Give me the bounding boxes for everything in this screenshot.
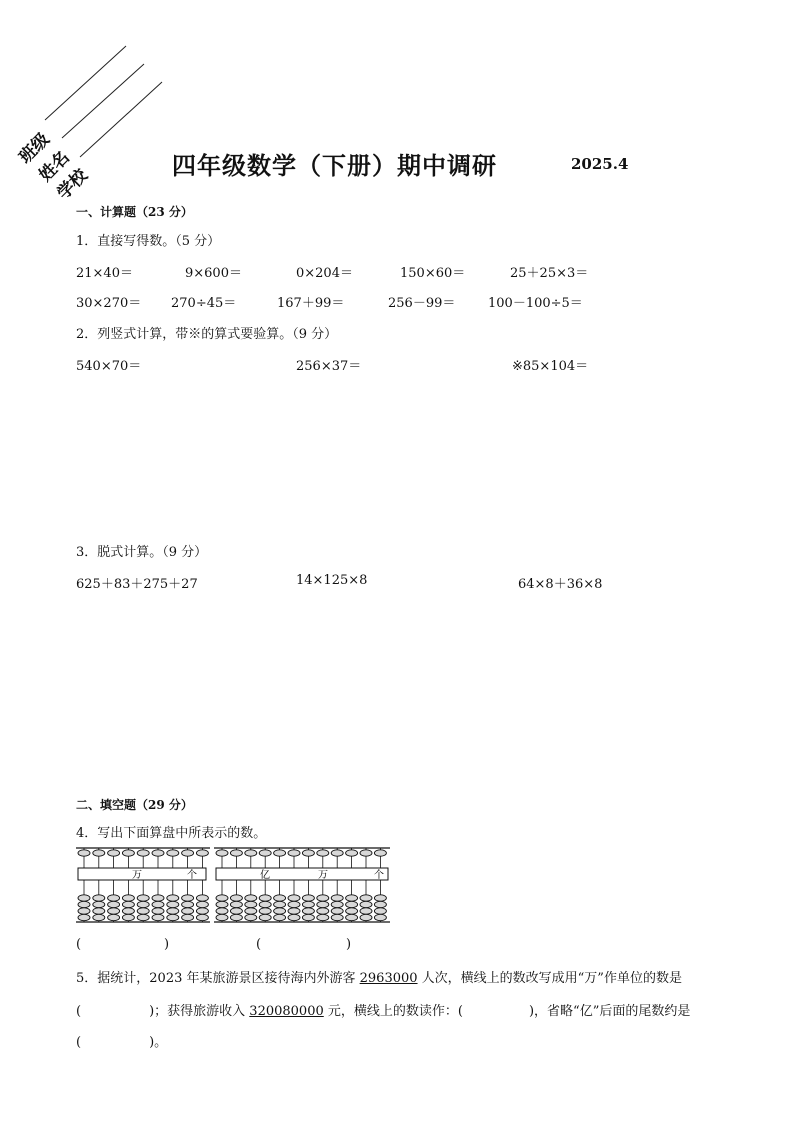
side-label-name: 姓名: [35, 147, 74, 186]
abacus-bead: [108, 901, 120, 907]
abacus-bead: [108, 914, 120, 920]
abacus-bead: [259, 914, 271, 920]
abacus-bead: [317, 895, 329, 901]
abacus-bead: [182, 901, 194, 907]
abacus-bead: [78, 895, 90, 901]
abacus-bead: [152, 908, 164, 914]
abacus-bead: [288, 908, 300, 914]
abacus-bead: [182, 908, 194, 914]
q5-text-a: 5．据统计，2023 年某旅游景区接待海内外游客: [76, 971, 360, 986]
q5-blank1-open: (: [76, 1004, 82, 1019]
q1-r1-item3: 0×204＝: [296, 266, 353, 281]
abacus-1: [76, 846, 210, 926]
abacus-bead: [167, 901, 179, 907]
q5-text-f: 。: [154, 1035, 168, 1050]
q1-r1-item5: 25＋25×3＝: [510, 266, 589, 281]
abacus1-label-ge: 个: [187, 870, 197, 881]
abacus-bead: [288, 850, 300, 856]
abacus-bead: [167, 908, 179, 914]
abacus-bead: [196, 850, 208, 856]
abacus-bead: [93, 850, 105, 856]
abacus-bead: [152, 895, 164, 901]
abacus-bead: [122, 901, 134, 907]
q5-text-d: 元，横线上的数读作：: [323, 1004, 458, 1019]
abacus-bead: [122, 850, 134, 856]
abacus2-label-ge: 个: [374, 870, 384, 881]
q4-answer1-open: (: [76, 937, 82, 952]
q3-item2: 14×125×8: [296, 573, 368, 588]
abacus-bead: [230, 901, 242, 907]
abacus-bead: [346, 908, 358, 914]
q1-r1-item2: 9×600＝: [185, 266, 242, 281]
abacus-bead: [259, 908, 271, 914]
abacus-bead: [245, 901, 257, 907]
q1-r2-item5: 100－100÷5＝: [488, 296, 583, 311]
q5-line2: [76, 1000, 690, 1019]
abacus-bead: [167, 850, 179, 856]
abacus-bead: [346, 901, 358, 907]
abacus-bead: [331, 895, 343, 901]
abacus-bead: [196, 895, 208, 901]
binding-line-class: [45, 46, 126, 120]
abacus-bead: [317, 901, 329, 907]
abacus-bead: [122, 895, 134, 901]
q5-blank3-close: ): [149, 1035, 155, 1050]
q1-r2-item2: 270÷45＝: [171, 296, 237, 311]
abacus-bead: [216, 908, 228, 914]
abacus-bead: [78, 914, 90, 920]
abacus-bead: [302, 908, 314, 914]
abacus-bead: [245, 895, 257, 901]
abacus-bead: [360, 895, 372, 901]
abacus-bead: [274, 895, 286, 901]
abacus-bead: [196, 901, 208, 907]
abacus2-label-wan: 万: [318, 870, 328, 881]
q4-answer1-blank[interactable]: [84, 936, 162, 954]
abacus-bead: [245, 914, 257, 920]
abacus-bead: [360, 908, 372, 914]
q5-visitors-number: 2963000: [359, 971, 418, 986]
abacus-bead: [346, 914, 358, 920]
abacus-bead: [331, 850, 343, 856]
abacus-bead: [167, 914, 179, 920]
abacus-bead: [259, 850, 271, 856]
side-label-school: 学校: [53, 165, 92, 204]
q4-prompt: 4．写出下面算盘中所表示的数。: [76, 826, 267, 841]
abacus-bead: [302, 901, 314, 907]
abacus-bead: [274, 914, 286, 920]
section2-heading: 二、填空题（29 分）: [76, 798, 193, 812]
abacus-bead: [259, 895, 271, 901]
q3-prompt: 3．脱式计算。（9 分）: [76, 545, 208, 560]
abacus-bead: [274, 908, 286, 914]
abacus-bead: [93, 914, 105, 920]
abacus-bead: [78, 901, 90, 907]
q4-answer2-close: ): [346, 937, 352, 952]
abacus-bead: [288, 914, 300, 920]
abacus-bead: [137, 850, 149, 856]
q5-text-e: ，省略“亿”后面的尾数约是: [534, 1004, 691, 1019]
abacus-bead: [216, 914, 228, 920]
q5-blank2-close: ): [528, 1004, 535, 1019]
abacus-bead: [78, 850, 90, 856]
q1-r2-item4: 256－99＝: [388, 296, 456, 311]
abacus-bead: [302, 850, 314, 856]
abacus-bead: [317, 908, 329, 914]
abacus-bead: [374, 895, 386, 901]
abacus-bead: [274, 901, 286, 907]
q2-prompt: 2．列竖式计算，带※的算式要验算。（9 分）: [76, 327, 338, 342]
abacus-bead: [346, 850, 358, 856]
abacus-bead: [137, 895, 149, 901]
page-title: 四年级数学（下册）期中调研: [172, 151, 497, 180]
abacus-bead: [216, 850, 228, 856]
abacus-bead: [331, 914, 343, 920]
abacus-bead: [152, 901, 164, 907]
q5-text-b: 人次，横线上的数改写成用“万”作单位的数是: [417, 971, 682, 986]
abacus-bead: [182, 895, 194, 901]
binding-line-school: [80, 82, 162, 157]
abacus-bead: [245, 908, 257, 914]
abacus1-label-wan: 万: [132, 870, 142, 881]
abacus-bead: [93, 901, 105, 907]
abacus-bead: [346, 895, 358, 901]
abacus-bead: [182, 914, 194, 920]
abacus-bead: [230, 895, 242, 901]
side-label-class: 班级: [15, 129, 54, 168]
abacus-2: [214, 846, 390, 926]
abacus-bead: [230, 850, 242, 856]
abacus-bead: [78, 908, 90, 914]
abacus-bead: [288, 901, 300, 907]
q5-line1: [76, 967, 682, 986]
abacus-bead: [152, 914, 164, 920]
section1-heading: 一、计算题（23 分）: [76, 205, 193, 219]
q1-r1-item1: 21×40＝: [76, 266, 133, 281]
abacus-bead: [122, 908, 134, 914]
abacus-bead: [137, 908, 149, 914]
abacus-bead: [274, 850, 286, 856]
abacus-bead: [122, 914, 134, 920]
abacus-bead: [374, 901, 386, 907]
q2-item3: ※85×104＝: [512, 359, 589, 374]
abacus-bead: [360, 850, 372, 856]
q1-r1-item4: 150×60＝: [400, 266, 466, 281]
abacus-bead: [230, 908, 242, 914]
q3-item3: 64×8＋36×8: [518, 577, 603, 592]
abacus2-label-yi: 亿: [260, 870, 270, 881]
abacus-bead: [152, 850, 164, 856]
abacus-bead: [108, 850, 120, 856]
abacus-bead: [93, 895, 105, 901]
abacus-bead: [216, 895, 228, 901]
abacus-bead: [374, 850, 386, 856]
q2-item2: 256×37＝: [296, 359, 362, 374]
q4-answer2-blank[interactable]: [264, 936, 344, 954]
abacus-bead: [230, 914, 242, 920]
q5-blank2-open: (: [457, 1004, 463, 1019]
q5-line3: [76, 1031, 167, 1050]
abacus-bead: [331, 908, 343, 914]
abacus-bead: [182, 850, 194, 856]
exam-date: 2025.4: [571, 155, 629, 173]
q1-r2-item1: 30×270＝: [76, 296, 142, 311]
abacus-bead: [331, 901, 343, 907]
abacus-bead: [137, 901, 149, 907]
abacus-bead: [288, 895, 300, 901]
q1-prompt: 1．直接写得数。（5 分）: [76, 234, 221, 249]
abacus-bead: [216, 901, 228, 907]
abacus-bead: [108, 895, 120, 901]
abacus-bead: [374, 914, 386, 920]
binding-line-name: [62, 64, 144, 138]
q5-blank3-open: (: [76, 1035, 82, 1050]
abacus-bead: [360, 914, 372, 920]
abacus-bead: [317, 850, 329, 856]
q5-income-number: 320080000: [249, 1004, 324, 1019]
q4-answer1-close: ): [164, 937, 170, 952]
q2-item1: 540×70＝: [76, 359, 142, 374]
q5-text-c: ；获得旅游收入: [154, 1004, 250, 1019]
q4-answer2-open: (: [256, 937, 262, 952]
abacus-bead: [360, 901, 372, 907]
q3-item1: 625＋83＋275＋27: [76, 577, 198, 592]
abacus-bead: [245, 850, 257, 856]
abacus-bead: [302, 914, 314, 920]
abacus-bead: [196, 914, 208, 920]
abacus-bead: [137, 914, 149, 920]
abacus-bead: [196, 908, 208, 914]
q1-r2-item3: 167＋99＝: [277, 296, 345, 311]
abacus-bead: [259, 901, 271, 907]
abacus-bead: [93, 908, 105, 914]
abacus-bead: [302, 895, 314, 901]
abacus-bead: [374, 908, 386, 914]
binding-lines: [0, 0, 200, 200]
abacus-bead: [108, 908, 120, 914]
abacus-bead: [317, 914, 329, 920]
abacus-bead: [167, 895, 179, 901]
q5-blank1-close: ): [149, 1004, 155, 1019]
